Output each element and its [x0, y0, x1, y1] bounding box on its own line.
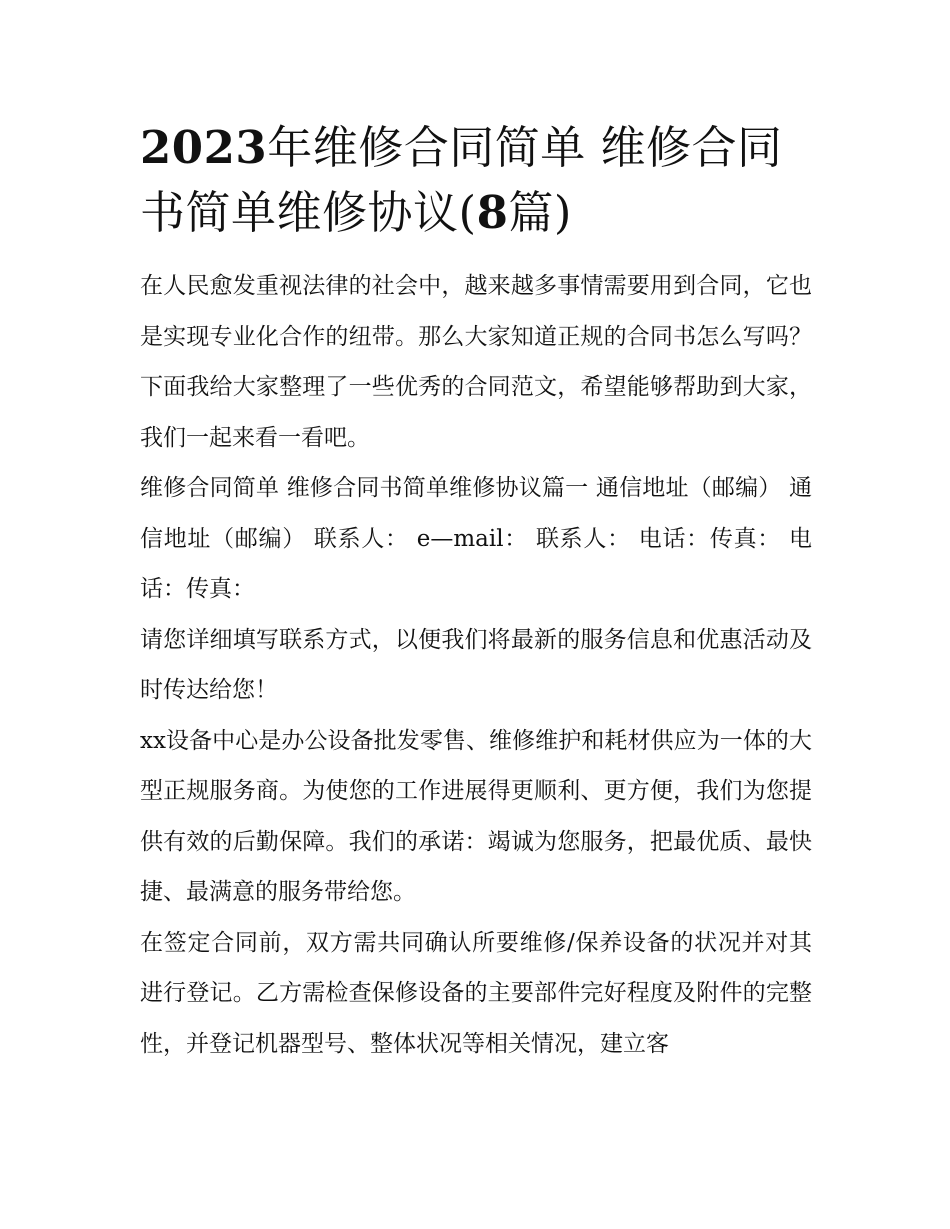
title-year: 2023	[140, 121, 268, 174]
document-title	[140, 115, 812, 245]
title-text-a: 年维修合同简单 维修合同书简单维修协议(	[140, 121, 783, 239]
paragraph-intro: 在人民愈发重视法律的社会中，越来越多事情需要用到合同，它也是实现专业化合作的纽带。那么大家知道正规的合同书怎么写吗？下面我给大家整理了一些优秀的合同范文，希望能够帮助到大家，我们一起来看一看吧。	[140, 273, 812, 451]
title-count: 8	[476, 186, 509, 239]
paragraph-request: 请您详细填写联系方式，以便我们将最新的服务信息和优惠活动及时传达给您！	[140, 626, 812, 703]
paragraph-company: xx设备中心是办公设备批发零售、维修维护和耗材供应为一体的大型正规服务商。为使您的工作进展得更顺利、更方便，我们为您提供有效的后勤保障。我们的承诺：竭诚为您服务，把最优质、最快捷、最满意的服务带给您。	[140, 727, 812, 905]
paragraph-contact-info: 维修合同简单 维修合同书简单维修协议篇一 通信地址（邮编） 通信地址（邮编） 联系人： e—mail： 联系人： 电话：传真： 电话：传真：	[140, 475, 812, 602]
document-page	[140, 115, 812, 1069]
paragraph-pre-contract: 在签定合同前，双方需共同确认所要维修/保养设备的状况并对其进行登记。乙方需检查保修设备的主要部件完好程度及附件的完整性，并登记机器型号、整体状况等相关情况，建立客	[140, 929, 812, 1057]
title-text-b: 篇)	[508, 186, 572, 239]
